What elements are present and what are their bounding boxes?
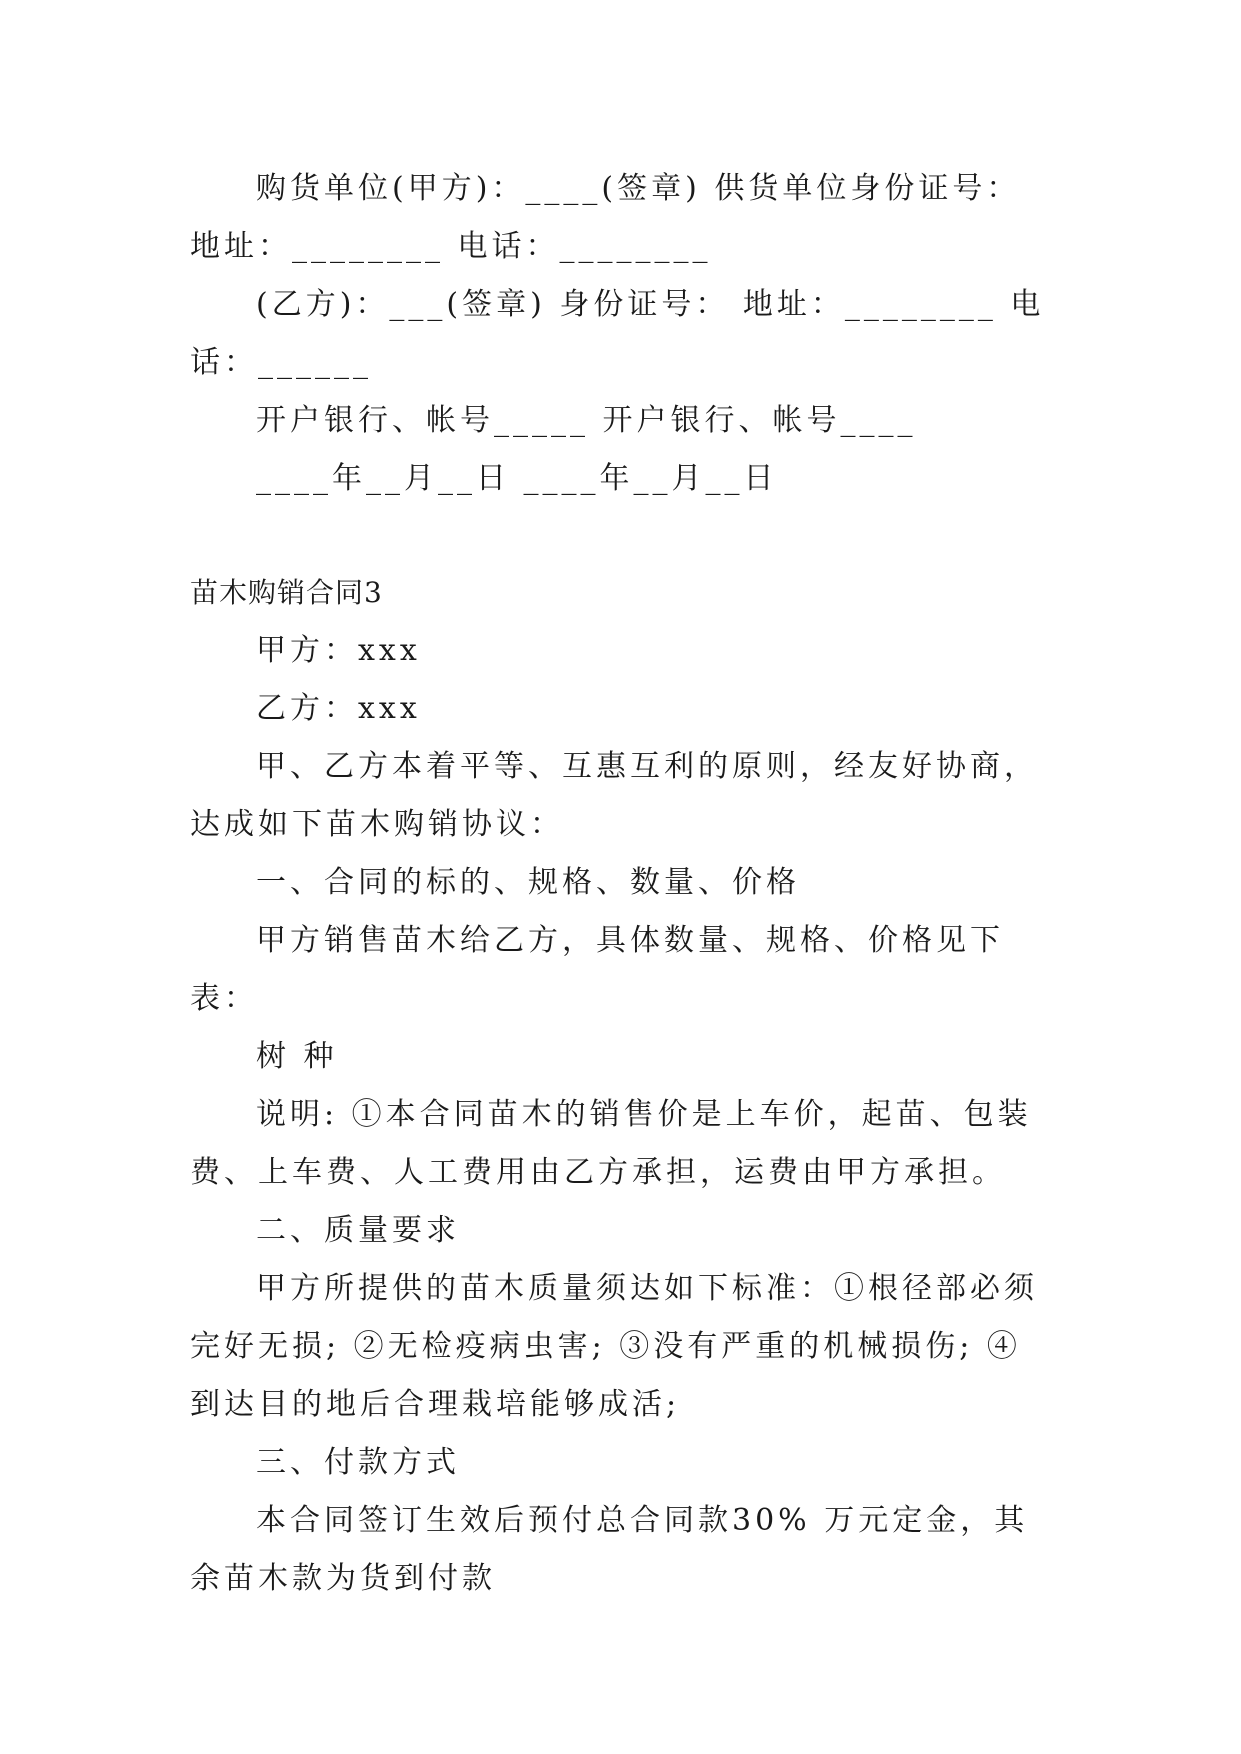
section-2-body: 甲方所提供的苗木质量须达如下标准：①根径部必须完好无损; ②无检疫病虫害; ③没有严重的机械损伤; ④到达目的地后合理栽培能够成活; [190,1271,1038,1422]
buyer-info-paragraph: 购货单位(甲方)：____(签章) 供货单位身份证号：地址：________ 电话：________ [190,171,1021,264]
party-a-line: 甲方：xxx [256,633,421,668]
section-3-body: 本合同签订生效后预付总合同款30% 万元定金，其余苗木款为货到付款 [190,1503,1029,1596]
bank-account-paragraph: 开户银行、帐号_____ 开户银行、帐号____ [256,403,917,438]
date-line: ____年__月__日 ____年__月__日 [256,461,778,496]
intro-paragraph: 甲、乙方本着平等、互惠互利的原则，经友好协商，达成如下苗木购销协议： [190,749,1038,842]
contract-title: 苗木购销合同3 [190,576,383,609]
party-b-line: 乙方：xxx [256,691,421,726]
section-2-heading: 二、质量要求 [256,1213,460,1248]
section-3-heading: 三、付款方式 [256,1445,460,1480]
price-note-paragraph: 说明: ①本合同苗木的销售价是上车价，起苗、包装费、上车费、人工费用由乙方承担，运费由甲方承担。 [190,1097,1032,1190]
party-b-info-paragraph: (乙方)：___(签章) 身份证号： 地址：________ 电话：______ [190,287,1045,380]
document-body [190,160,1050,1608]
section-1-heading: 一、合同的标的、规格、数量、价格 [256,865,800,900]
table-label: 树 种 [256,1039,338,1074]
section-1-body: 甲方销售苗木给乙方，具体数量、规格、价格见下表： [190,923,1004,1016]
